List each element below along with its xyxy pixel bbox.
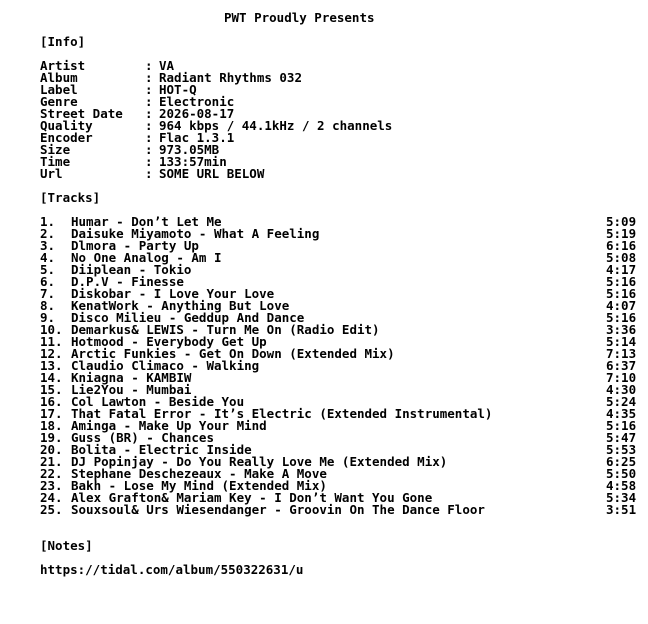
track-duration: 7:13 xyxy=(606,346,637,361)
track-title: Hotmood - Everybody Get Up xyxy=(71,334,267,349)
track-duration: 5:19 xyxy=(606,226,637,241)
track-number: 16. xyxy=(40,394,63,409)
track-duration: 5:24 xyxy=(606,394,637,409)
track-number: 5. xyxy=(40,262,56,277)
track-number: 18. xyxy=(40,418,63,433)
track-duration: 5:16 xyxy=(606,418,637,433)
track-duration: 6:25 xyxy=(606,454,637,469)
track-number: 10. xyxy=(40,322,63,337)
info-separator: : xyxy=(145,154,153,169)
info-key: Album xyxy=(40,70,78,85)
info-key: Street Date xyxy=(40,106,123,121)
track-duration: 5:08 xyxy=(606,250,637,265)
track-duration: 5:09 xyxy=(606,214,637,229)
track-number: 23. xyxy=(40,478,63,493)
track-duration: 5:50 xyxy=(606,466,637,481)
track-title: Guss (BR) - Chances xyxy=(71,430,214,445)
track-duration: 3:36 xyxy=(606,322,637,337)
track-title: Kniagna - KAMBIW xyxy=(71,370,192,385)
track-duration: 5:14 xyxy=(606,334,637,349)
track-title: Bakh - Lose My Mind (Extended Mix) xyxy=(71,478,327,493)
track-number: 3. xyxy=(40,238,56,253)
track-number: 6. xyxy=(40,274,56,289)
track-title: Stephane Deschezeaux - Make A Move xyxy=(71,466,327,481)
track-number: 8. xyxy=(40,298,56,313)
info-value: Radiant Rhythms 032 xyxy=(159,70,302,85)
track-title: Aminga - Make Up Your Mind xyxy=(71,418,267,433)
track-duration: 4:58 xyxy=(606,478,637,493)
track-title: KenatWork - Anything But Love xyxy=(71,298,290,313)
track-title: Claudio Climaco - Walking xyxy=(71,358,260,373)
track-title: DJ Popinjay - Do You Really Love Me (Extended Mix) xyxy=(71,454,448,469)
info-key: Genre xyxy=(40,94,78,109)
track-title: Demarkus& LEWIS - Turn Me On (Radio Edit) xyxy=(71,322,380,337)
document-title: PWT Proudly Presents xyxy=(224,10,375,25)
info-separator: : xyxy=(145,130,153,145)
track-number: 15. xyxy=(40,382,63,397)
track-duration: 4:30 xyxy=(606,382,637,397)
info-value: SOME URL BELOW xyxy=(159,166,265,181)
track-title: No One Analog - Am I xyxy=(71,250,222,265)
track-number: 20. xyxy=(40,442,63,457)
track-title: Dlmora - Party Up xyxy=(71,238,199,253)
track-title: That Fatal Error - It’s Electric (Extended Instrumental) xyxy=(71,406,493,421)
track-title: Col Lawton - Beside You xyxy=(71,394,245,409)
track-title: Disco Milieu - Geddup And Dance xyxy=(71,310,305,325)
track-duration: 5:16 xyxy=(606,274,637,289)
track-title: Humar - Don’t Let Me xyxy=(71,214,222,229)
track-duration: 3:51 xyxy=(606,502,637,517)
info-separator: : xyxy=(145,58,153,73)
info-value: Electronic xyxy=(159,94,235,109)
track-number: 25. xyxy=(40,502,63,517)
track-duration: 4:07 xyxy=(606,298,637,313)
track-duration: 7:10 xyxy=(606,370,637,385)
track-number: 4. xyxy=(40,250,56,265)
track-number: 14. xyxy=(40,370,63,385)
info-key: Url xyxy=(40,166,63,181)
info-key: Label xyxy=(40,82,78,97)
track-number: 17. xyxy=(40,406,63,421)
track-number: 7. xyxy=(40,286,56,301)
info-value: Flac 1.3.1 xyxy=(159,130,235,145)
track-duration: 6:16 xyxy=(606,238,637,253)
tracks-section-header: [Tracks] xyxy=(40,190,101,205)
track-duration: 4:35 xyxy=(606,406,637,421)
track-duration: 5:47 xyxy=(606,430,637,445)
track-number: 2. xyxy=(40,226,56,241)
track-duration: 5:16 xyxy=(606,310,637,325)
track-title: Souxsoul& Urs Wiesendanger - Groovin On The Dance Floor xyxy=(71,502,485,517)
track-number: 19. xyxy=(40,430,63,445)
info-section-header: [Info] xyxy=(40,34,86,49)
track-title: D.P.V - Finesse xyxy=(71,274,184,289)
info-value: 133:57min xyxy=(159,154,227,169)
track-title: Bolita - Electric Inside xyxy=(71,442,252,457)
track-title: Diiplean - Tokio xyxy=(71,262,192,277)
track-title: Lie2You - Mumbai xyxy=(71,382,192,397)
info-key: Time xyxy=(40,154,71,169)
info-separator: : xyxy=(145,118,153,133)
track-number: 12. xyxy=(40,346,63,361)
info-value: VA xyxy=(159,58,175,73)
track-duration: 5:16 xyxy=(606,286,637,301)
track-title: Alex Grafton& Mariam Key - I Don’t Want You Gone xyxy=(71,490,433,505)
info-separator: : xyxy=(145,94,153,109)
track-duration: 6:37 xyxy=(606,358,637,373)
info-separator: : xyxy=(145,142,153,157)
track-number: 22. xyxy=(40,466,63,481)
track-number: 11. xyxy=(40,334,63,349)
track-number: 24. xyxy=(40,490,63,505)
notes-url: https://tidal.com/album/550322631/u xyxy=(40,562,304,577)
info-value: 964 kbps / 44.1kHz / 2 channels xyxy=(159,118,393,133)
track-number: 9. xyxy=(40,310,56,325)
info-value: 973.05MB xyxy=(159,142,220,157)
info-key: Artist xyxy=(40,58,86,73)
notes-section-header: [Notes] xyxy=(40,538,93,553)
info-key: Quality xyxy=(40,118,93,133)
track-number: 21. xyxy=(40,454,63,469)
info-key: Size xyxy=(40,142,71,157)
track-title: Daisuke Miyamoto - What A Feeling xyxy=(71,226,320,241)
track-duration: 4:17 xyxy=(606,262,637,277)
track-number: 1. xyxy=(40,214,56,229)
track-duration: 5:53 xyxy=(606,442,637,457)
info-separator: : xyxy=(145,166,153,181)
info-key: Encoder xyxy=(40,130,93,145)
track-title: Arctic Funkies - Get On Down (Extended Mix) xyxy=(71,346,395,361)
track-title: Diskobar - I Love Your Love xyxy=(71,286,275,301)
info-separator: : xyxy=(145,70,153,85)
track-number: 13. xyxy=(40,358,63,373)
info-separator: : xyxy=(145,82,153,97)
info-separator: : xyxy=(145,106,153,121)
info-value: 2026-08-17 xyxy=(159,106,235,121)
track-duration: 5:34 xyxy=(606,490,637,505)
info-value: HOT-Q xyxy=(159,82,197,97)
